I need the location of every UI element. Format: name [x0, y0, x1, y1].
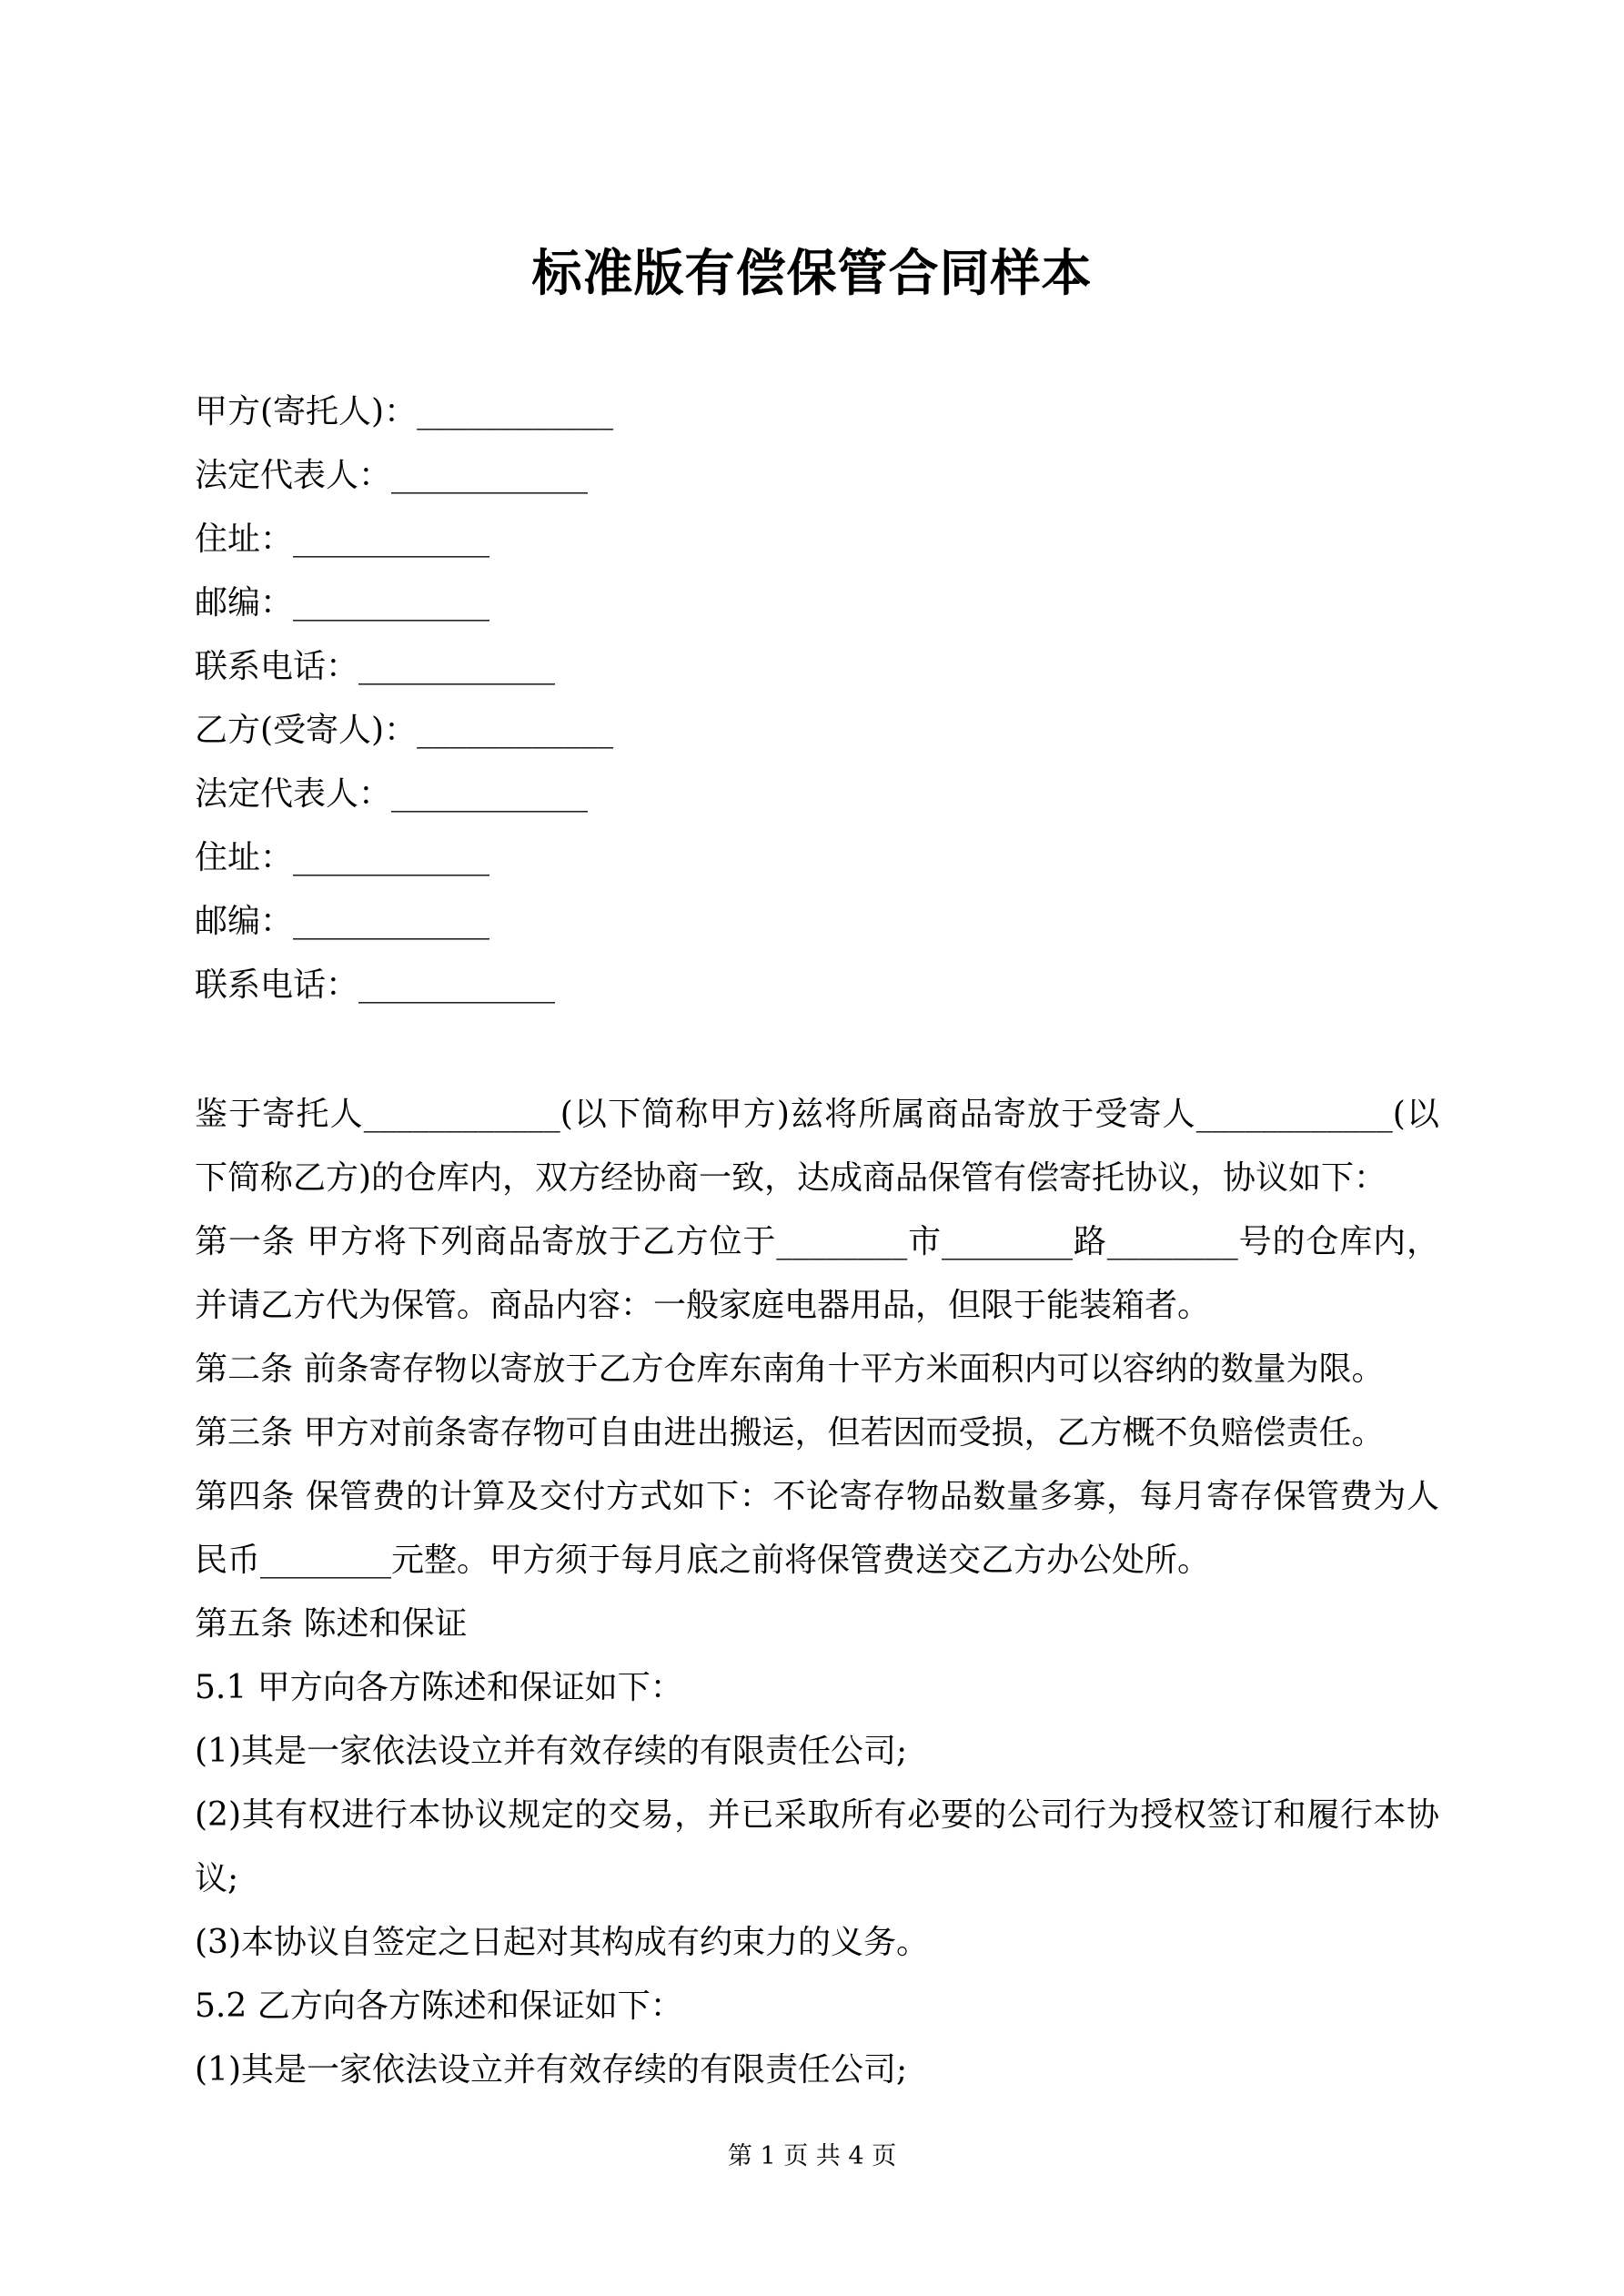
- party-b-name-line: 乙方(受寄人)：____________: [195, 712, 614, 749]
- party-info-block: [195, 380, 1450, 1017]
- party-a-name-line: 甲方(寄托人)：____________: [195, 393, 614, 430]
- clause-5-1: 5.1 甲方向各方陈述和保证如下：: [195, 1669, 683, 1706]
- document-title: 标准版有偿保管合同样本: [531, 242, 1093, 302]
- party-b-postcode-line: 邮编：____________: [195, 903, 490, 940]
- article-1: 第一条 甲方将下列商品寄放于乙方位于________市________路________号的仓库内，并请乙方代为保管。商品内容：一般家庭电器用品，但限于能装箱者。: [195, 1223, 1439, 1324]
- article-2: 第二条 前条寄存物以寄放于乙方仓库东南角十平方米面积内可以容纳的数量为限。: [195, 1350, 1385, 1388]
- article-5-heading: 第五条 陈述和保证: [195, 1605, 468, 1643]
- contract-body: [195, 1083, 1439, 2102]
- page-footer: 第 1 页 共 4 页: [727, 2142, 897, 2170]
- clause-5-2: 5.2 乙方向各方陈述和保证如下：: [195, 1988, 683, 2025]
- party-a-phone-line: 联系电话：____________: [195, 648, 556, 685]
- clause-5-1-item-1: (1)其是一家依法设立并有效存续的有限责任公司;: [195, 1733, 908, 1770]
- party-b-representative-line: 法定代表人：____________: [195, 775, 589, 813]
- clause-5-1-item-2: (2)其有权进行本协议规定的交易，并已采取所有必要的公司行为授权签订和履行本协议;: [195, 1796, 1439, 1897]
- article-3: 第三条 甲方对前条寄存物可自由进出搬运，但若因而受损，乙方概不负赔偿责任。: [195, 1414, 1385, 1451]
- party-a-representative-line: 法定代表人：____________: [195, 457, 589, 494]
- party-b-address-line: 住址：____________: [195, 839, 490, 876]
- party-a-address-line: 住址：____________: [195, 521, 490, 558]
- preamble-paragraph: 鉴于寄托人____________(以下简称甲方)兹将所属商品寄放于受寄人____________(以下简称乙方)的仓库内，双方经协商一致，达成商品保管有偿寄托协议，协议如下：: [195, 1096, 1439, 1197]
- party-a-postcode-line: 邮编：____________: [195, 584, 490, 622]
- article-4: 第四条 保管费的计算及交付方式如下：不论寄存物品数量多寡，每月寄存保管费为人民币________元整。甲方须于每月底之前将保管费送交乙方办公处所。: [195, 1478, 1439, 1579]
- clause-5-2-item-1: (1)其是一家依法设立并有效存续的有限责任公司;: [195, 2051, 908, 2089]
- clause-5-1-item-3: (3)本协议自签定之日起对其构成有约束力的义务。: [195, 1924, 929, 1961]
- party-b-phone-line: 联系电话：____________: [195, 966, 556, 1004]
